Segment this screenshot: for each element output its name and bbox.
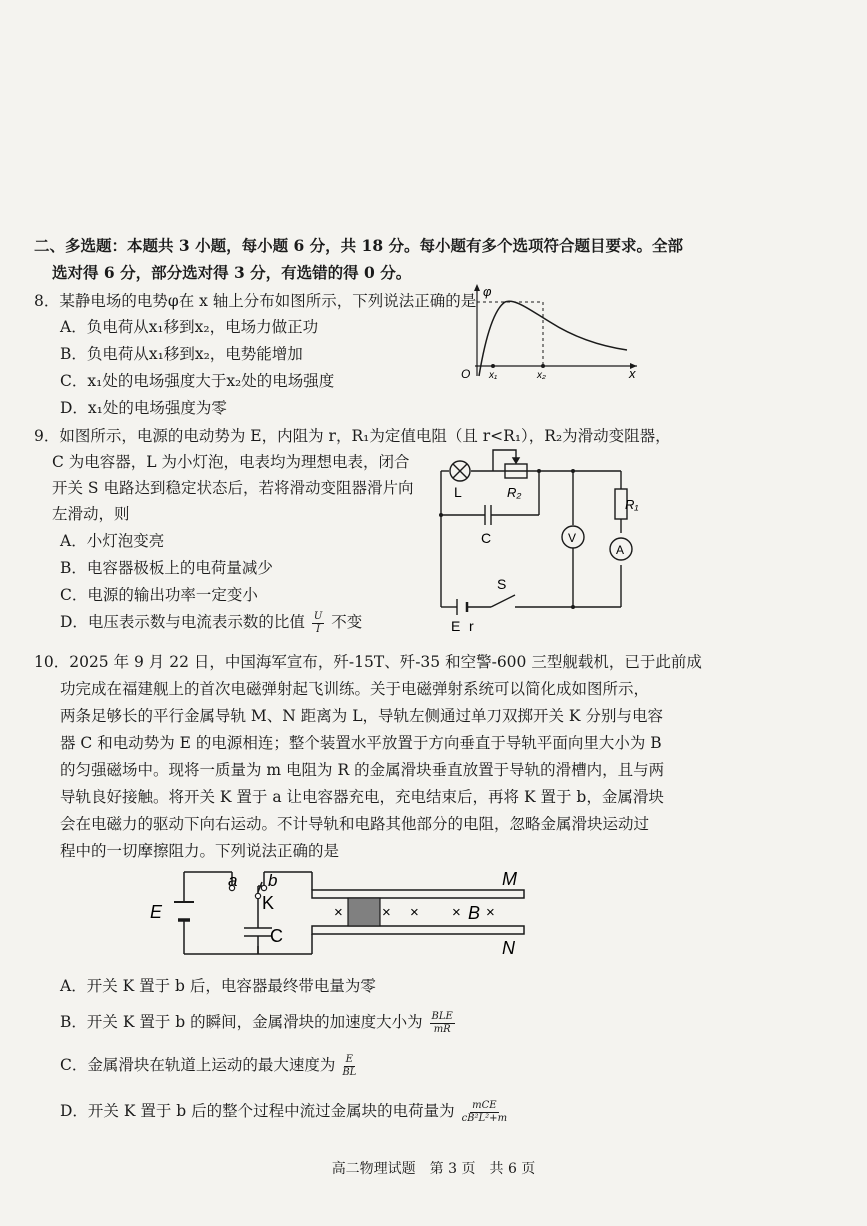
q10-stem-8: 程中的一切摩擦阻力。下列说法正确的是 [60, 842, 340, 860]
graph-x-label: x [629, 366, 636, 381]
field-cross: × [486, 904, 495, 921]
q9-stem-2: C 为电容器，L 为小灯泡，电表均为理想电表，闭合 [52, 453, 410, 471]
q10-stem-5: 的匀强磁场中。现将一质量为 m 电阻为 R 的金属滑块垂直放置于导轨的滑槽内，且与两 [60, 761, 665, 779]
q8-option-a: A．负电荷从x₁移到x₂，电场力做正功 [60, 318, 319, 336]
field-cross: × [410, 904, 419, 921]
voltmeter-label: V [568, 531, 577, 545]
q9-option-c: C．电源的输出功率一定变小 [60, 586, 258, 604]
frac-num: BLE [431, 1010, 453, 1022]
q8-option-d: D．x₁处的电场强度为零 [60, 399, 227, 417]
q9-ratio-fraction [312, 611, 324, 636]
field-cross: × [452, 904, 461, 921]
q8-option-c: C．x₁处的电场强度大于x₂处的电场强度 [60, 372, 335, 390]
q10-stem-2: 功完成在福建舰上的首次电磁弹射起飞训练。关于电磁弹射系统可以简化成如图所示， [60, 680, 650, 698]
ammeter-label: A [616, 543, 625, 557]
page-footer: 高二物理试题 第 3 页 共 6 页 [331, 1161, 536, 1177]
graph-x1: x₁ [489, 370, 498, 381]
resistance-label: r [469, 618, 474, 634]
field-b-label: B [468, 903, 481, 923]
graph-origin: O [461, 367, 471, 381]
q10-stem-3: 两条足够长的平行金属导轨 M、N 距离为 L，导轨左侧通过单刀双掷开关 K 分别与电容 [60, 707, 663, 725]
q10-option-d [60, 1099, 509, 1125]
q10-stem-7: 会在电磁力的驱动下向右运动。不计导轨和电路其他部分的电阻，忽略金属滑块运动过 [60, 815, 650, 833]
q10-c-fraction [342, 1054, 356, 1079]
q9-stem-4: 左滑动，则 [52, 505, 130, 523]
switch-pole-a: a [228, 871, 238, 890]
field-cross: × [382, 904, 391, 921]
q10-stem-6: 导轨良好接触。将开关 K 置于 a 让电容器充电，充电结束后，再将 K 置于 b，金属滑块 [60, 788, 664, 806]
r1-label: R₁ [625, 497, 639, 512]
capacitor-label: C [481, 530, 492, 546]
frac-den: mR [433, 1023, 451, 1035]
switch-pole-b: b [268, 871, 278, 890]
rail-m-label: M [502, 869, 517, 889]
q9-option-a: A．小灯泡变亮 [60, 532, 165, 550]
field-cross: × [334, 904, 343, 921]
q10-option-c-text: C．金属滑块在轨道上运动的最大速度为 [60, 1056, 336, 1074]
rail-capacitor-label: C [270, 926, 283, 946]
lamp-label: L [454, 484, 462, 500]
q10-option-a: A．开关 K 置于 b 后，电容器最终带电量为零 [60, 977, 376, 995]
r2-label: R₂ [507, 485, 522, 500]
q9-option-b: B．电容器极板上的电荷量减少 [60, 559, 273, 577]
emf-label: E [451, 618, 461, 634]
q9-stem-1: 9．如图所示，电源的电动势为 E，内阻为 r，R₁为定值电阻（且 r<R₁），R₂为滑动变阻器， [34, 427, 671, 445]
switch-label: S [497, 576, 507, 592]
q10-stem-1: 10．2025 年 9 月 22 日，中国海军宣布，歼-15T、歼-35 和空警-600 三型舰载机，已于此前成 [34, 653, 702, 671]
q10-option-b-text: B．开关 K 置于 b 的瞬间，金属滑块的加速度大小为 [60, 1013, 423, 1031]
rail-emf-label: E [150, 902, 163, 922]
frac-den: cB²L²+m [461, 1112, 508, 1124]
rail-n-label: N [502, 938, 515, 958]
frac-num: E [345, 1053, 353, 1065]
graph-x2: x₂ [537, 370, 546, 381]
q10-option-d-text: D．开关 K 置于 b 后的整个过程中流过金属块的电荷量为 [60, 1102, 455, 1120]
q9-circuit-diagram [435, 447, 639, 637]
section-title-cont: 选对得 6 分，部分选对得 3 分，有选错的得 0 分。 [52, 263, 412, 282]
switch-k-label: K [262, 893, 275, 913]
q10-rail-diagram [150, 862, 530, 962]
q9-stem-3: 开关 S 电路达到稳定状态后，若将滑动变阻器滑片向 [52, 479, 414, 497]
q10-option-b [60, 1010, 457, 1036]
frac-den: BL [342, 1066, 357, 1078]
q10-d-fraction [462, 1100, 507, 1125]
graph-y-label: φ [483, 284, 492, 299]
q9-option-d [60, 610, 362, 636]
q8-potential-graph [455, 280, 645, 380]
section-title: 二、多选题：本题共 3 小题，每小题 6 分，共 18 分。每小题有多个选项符合题目要求。全部 [34, 236, 684, 255]
q10-option-c [60, 1053, 358, 1079]
frac-num: mCE [472, 1099, 497, 1111]
q10-b-fraction [430, 1011, 455, 1036]
frac-den: I [316, 623, 321, 635]
q9-option-d-text: D．电压表示数与电流表示数的比值 [60, 613, 305, 631]
q8-option-b: B．负电荷从x₁移到x₂，电势能增加 [60, 345, 303, 363]
frac-num: U [313, 610, 323, 622]
q10-stem-4: 器 C 和电动势为 E 的电源相连；整个装置水平放置于方向垂直于导轨平面向里大小为 B [60, 734, 662, 752]
q8-stem: 8．某静电场的电势φ在 x 轴上分布如图所示，下列说法正确的是 [34, 292, 477, 310]
q9-option-d-tail: 不变 [331, 613, 363, 631]
